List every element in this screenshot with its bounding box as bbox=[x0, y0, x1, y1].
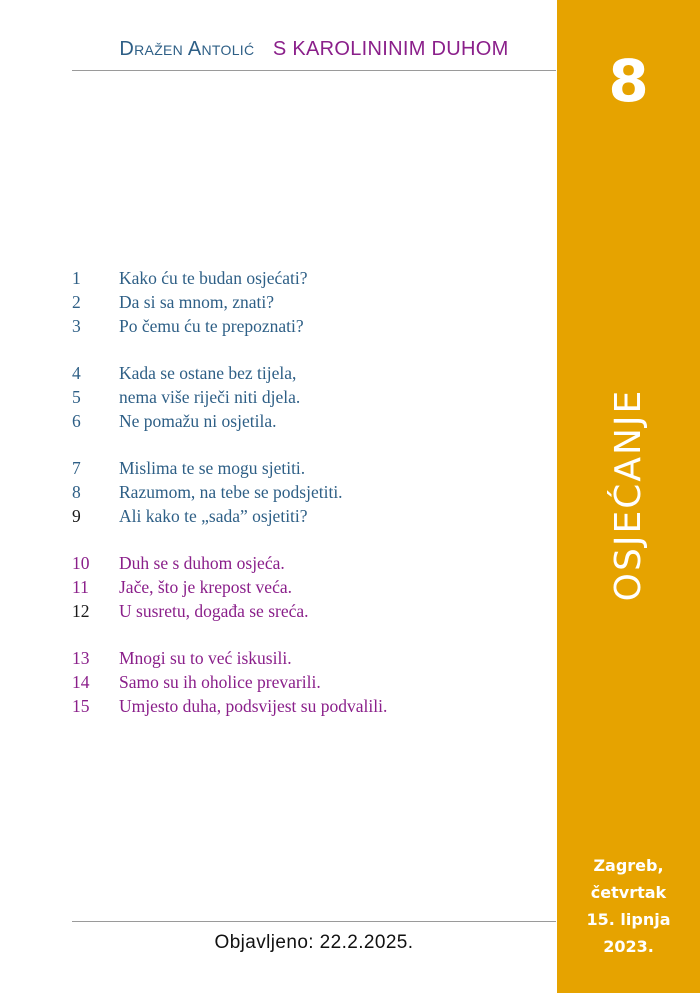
line-number: 1 bbox=[72, 268, 81, 288]
line-text: Kako ću te budan osjećati? bbox=[119, 268, 308, 288]
line-number: 10 bbox=[72, 553, 90, 573]
page-header bbox=[72, 38, 556, 61]
line-text: Ne pomažu ni osjetila. bbox=[119, 411, 277, 431]
year: 2023. bbox=[603, 937, 654, 956]
poem-line bbox=[72, 575, 542, 599]
line-number: 3 bbox=[72, 316, 81, 336]
line-number: 8 bbox=[72, 482, 81, 502]
poem bbox=[72, 266, 542, 741]
chapter-sidebar bbox=[557, 0, 700, 993]
publication-date: Objavljeno: 22.2.2025. bbox=[214, 932, 414, 953]
poem-line bbox=[72, 694, 542, 718]
author-name: Dražen Antolić bbox=[119, 38, 255, 60]
line-text: Mislima te se mogu sjetiti. bbox=[119, 458, 306, 478]
stanza-1 bbox=[72, 266, 542, 338]
date: 15. lipnja bbox=[586, 910, 671, 929]
chapter-number: 8 bbox=[608, 47, 649, 115]
stanza-4 bbox=[72, 551, 542, 623]
line-number: 15 bbox=[72, 696, 90, 716]
line-number: 12 bbox=[72, 601, 90, 621]
line-number: 9 bbox=[72, 506, 81, 526]
line-text: Duh se s duhom osjeća. bbox=[119, 553, 285, 573]
line-text: Razumom, na tebe se podsjetiti. bbox=[119, 482, 343, 502]
stanza-3 bbox=[72, 456, 542, 528]
footer-divider bbox=[72, 921, 556, 922]
poem-line bbox=[72, 385, 542, 409]
line-number: 11 bbox=[72, 577, 89, 597]
line-text: nema više riječi niti djela. bbox=[119, 387, 301, 407]
stanza-2 bbox=[72, 361, 542, 433]
line-text: Umjesto duha, podsvijest su podvalili. bbox=[119, 696, 388, 716]
line-text: Kada se ostane bez tijela, bbox=[119, 363, 297, 383]
line-text: Ali kako te „sada” osjetiti? bbox=[119, 506, 308, 526]
poem-line bbox=[72, 314, 542, 338]
poem-line bbox=[72, 266, 542, 290]
poem-line bbox=[72, 480, 542, 504]
poem-line bbox=[72, 646, 542, 670]
line-text: Po čemu ću te prepoznati? bbox=[119, 316, 304, 336]
line-number: 7 bbox=[72, 458, 81, 478]
line-text: U susretu, događa se sreća. bbox=[119, 601, 309, 621]
line-text: Samo su ih oholice prevarili. bbox=[119, 672, 321, 692]
poem-line bbox=[72, 670, 542, 694]
poem-line bbox=[72, 361, 542, 385]
line-text: Jače, što je krepost veća. bbox=[119, 577, 292, 597]
line-text: Mnogi su to već iskusili. bbox=[119, 648, 292, 668]
line-text: Da si sa mnom, znati? bbox=[119, 292, 275, 312]
line-number: 13 bbox=[72, 648, 90, 668]
line-number: 14 bbox=[72, 672, 90, 692]
book-title: S KAROLININIM DUHOM bbox=[272, 38, 509, 60]
header-divider bbox=[72, 70, 556, 71]
place-date bbox=[557, 852, 700, 960]
poem-line bbox=[72, 456, 542, 480]
line-number: 2 bbox=[72, 292, 81, 312]
poem-line bbox=[72, 599, 542, 623]
poem-line bbox=[72, 409, 542, 433]
poem-line bbox=[72, 504, 542, 528]
stanza-5 bbox=[72, 646, 542, 718]
line-number: 5 bbox=[72, 387, 81, 407]
poem-title: OSJEĆANJE bbox=[608, 388, 649, 602]
line-number: 4 bbox=[72, 363, 81, 383]
poem-line bbox=[72, 551, 542, 575]
place: Zagreb, bbox=[593, 856, 664, 875]
line-number: 6 bbox=[72, 411, 81, 431]
weekday: četvrtak bbox=[590, 883, 667, 902]
poem-line bbox=[72, 290, 542, 314]
